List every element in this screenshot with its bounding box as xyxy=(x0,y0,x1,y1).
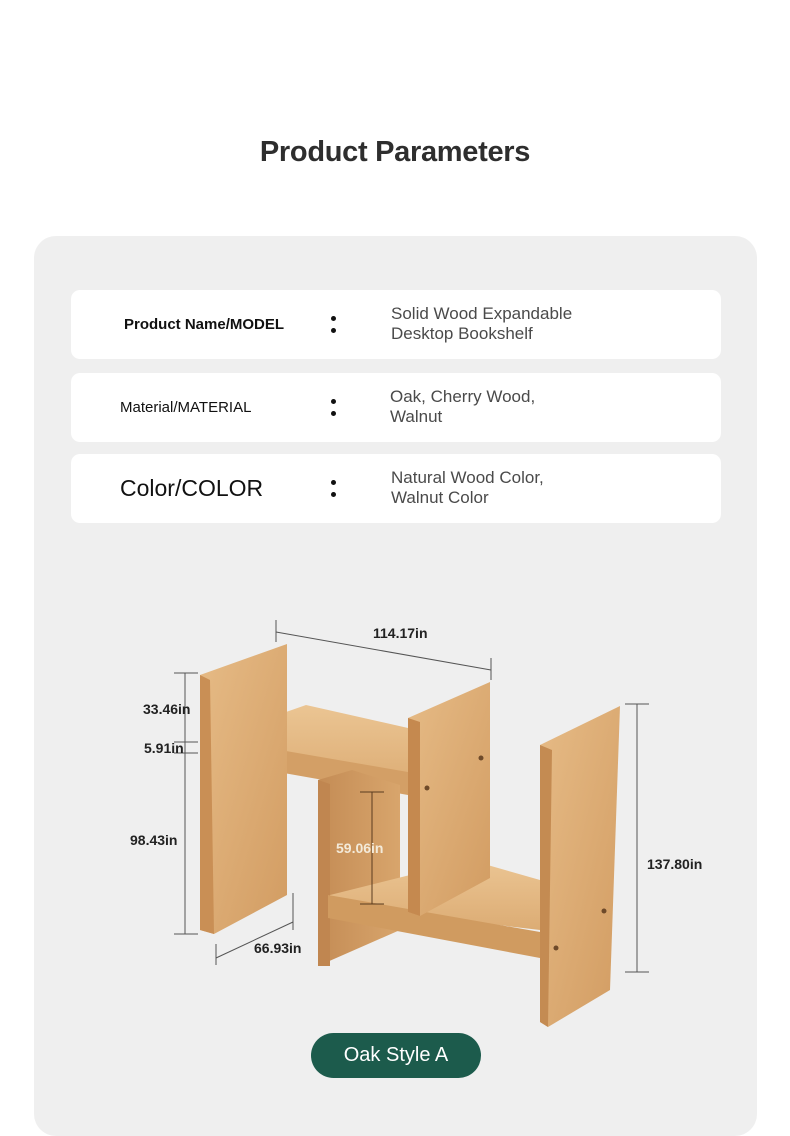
param-value: Solid Wood Expandable Desktop Bookshelf xyxy=(391,304,573,343)
param-value: Oak, Cherry Wood, Walnut xyxy=(390,387,536,426)
param-label: Material/MATERIAL xyxy=(120,399,252,416)
style-badge-label: Oak Style A xyxy=(343,1044,449,1066)
dim-depth-label: 66.93in xyxy=(254,940,302,956)
param-value: Natural Wood Color, Walnut Color xyxy=(391,468,544,507)
param-label: Color/COLOR xyxy=(120,475,264,501)
style-badge xyxy=(311,1033,481,1078)
dim-left-height-label: 98.43in xyxy=(130,832,178,848)
param-label: Product Name/MODEL xyxy=(124,316,285,333)
middle-panel xyxy=(408,682,490,916)
dim-shelf-thickness-label: 5.91in xyxy=(144,740,184,756)
right-side-panel xyxy=(540,706,620,1027)
dim-width-label: 114.17in xyxy=(373,625,428,641)
dim-left-upper-label: 33.46in xyxy=(143,701,191,717)
inner-divider-panel xyxy=(318,770,400,966)
dim-total-height-label: 137.80in xyxy=(647,856,703,872)
dim-inner-height-label: 59.06in xyxy=(336,840,384,856)
page-title: Product Parameters xyxy=(259,136,531,168)
